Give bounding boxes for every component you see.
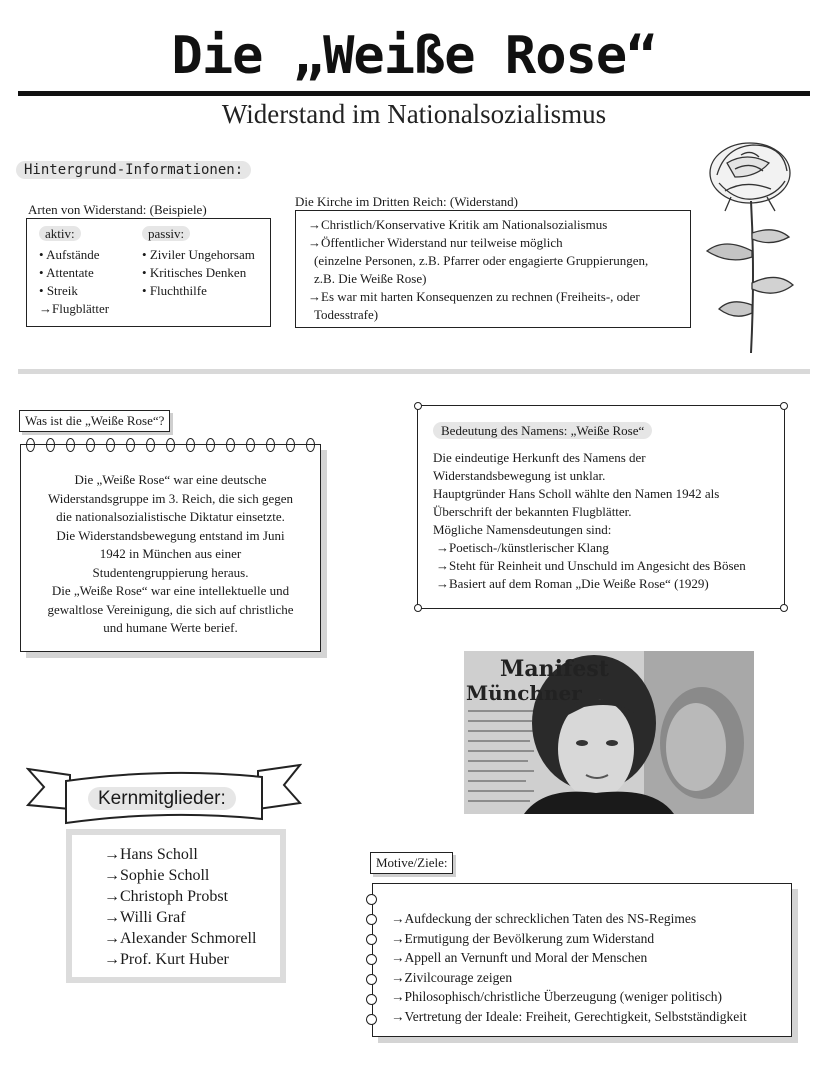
list-item: →Aufdeckung der schrecklichen Taten des NS-Regimes [391,911,697,926]
background-heading: Hintergrund-Informationen: [16,162,251,178]
bedeutung-box [417,405,785,609]
passiv-list [142,246,255,300]
list-item: →Basiert auf dem Roman „Die Weiße Rose“ (1929) [436,576,709,591]
title-divider [18,91,810,96]
kirche-caption: Die Kirche im Dritten Reich: (Widerstand) [295,194,518,209]
passiv-column [142,225,255,300]
list-item: • Streik [39,283,78,298]
list-item: →Steht für Reinheit und Unschuld im Angesicht des Bösen [436,558,746,573]
list-item: →Philosophisch/christliche Überzeugung (weniger politisch) [391,989,723,1004]
kern-label: Kernmitglieder: [88,788,236,810]
list-item: →Willi Graf [104,909,186,926]
bedeutung-tag: Bedeutung des Namens: „Weiße Rose“ [433,422,652,439]
aktiv-column [39,225,109,318]
arten-caption: Arten von Widerstand: (Beispiele) [28,202,207,217]
list-item: • Ziviler Ungehorsam [142,247,255,262]
kirche-line: →Öffentlicher Widerstand nur teilweise möglich [308,235,563,250]
page-subtitle: Widerstand im Nationalsozialismus [221,99,607,129]
aktiv-list [39,246,109,318]
notebook-rings [24,444,319,458]
photo-text-manifest: Manifest [500,656,609,682]
kirche-line: →Es war mit harten Konsequenzen zu rechnen (Freiheits-, oder [308,289,640,304]
bedeutung-line: Überschrift der bekannten Flugblätter. [433,504,632,519]
motive-box [372,883,792,1037]
kern-box [66,829,286,983]
bedeutung-line: Die eindeutige Herkunft des Namens der [433,450,646,465]
list-item: →Poetisch-/künstlerischer Klang [436,540,609,555]
photo-text-muenchner: Münchner [466,681,582,705]
list-item: →Christoph Probst [104,888,229,905]
list-item: • Kritisches Denken [142,265,247,280]
motive-list [373,884,791,1026]
passiv-label: passiv: [142,226,190,241]
page-title: Die „Weiße Rose“ [171,26,657,86]
list-item: • Attentate [39,265,94,280]
historical-photo [464,651,754,814]
list-item: →Appell an Vernunft und Moral der Menschen [391,950,648,965]
motive-tag: Motive/Ziele: [370,852,453,874]
kirche-line: Todesstrafe) [314,307,379,322]
rose-illustration [695,133,805,355]
arten-box [26,218,271,327]
list-item: →Sophie Scholl [104,867,210,884]
bedeutung-line: Widerstandsbewegung ist unklar. [433,468,606,483]
list-item: →Hans Scholl [104,846,198,863]
kern-list [72,835,280,970]
was-ist-text: Die „Weiße Rose“ war eine deutsche Widerstandsgruppe im 3. Reich, die sich gegen die nationalsozialistische Diktatur einsetzte. Die Widerstandsbewegung entstand im Juni 1942 in München aus einer Studentengruppierung heraus. Die „Weiße Rose“ war eine intellektuelle und gewaltlose Vereinigung, die sich auf christliche und humane Werte berief. [47,472,294,635]
list-item: →Alexander Schmorell [104,930,257,947]
list-item: →Flugblätter [39,301,110,316]
bedeutung-line: Hauptgründer Hans Scholl wählte den Namen 1942 als [433,486,720,501]
kirche-line: (einzelne Personen, z.B. Pfarrer oder engagierte Gruppierungen, [314,253,649,268]
section-divider [18,369,810,374]
list-item: →Ermutigung der Bevölkerung zum Widerstand [391,930,655,946]
list-item: • Fluchthilfe [142,283,207,298]
was-ist-box [20,444,321,652]
list-item: • Aufstände [39,247,100,262]
kirche-line: →Christlich/Konservative Kritik am Nationalsozialismus [308,217,608,232]
aktiv-label: aktiv: [39,226,81,241]
was-ist-tag: Was ist die „Weiße Rose“? [19,410,170,432]
kirche-box [295,210,691,328]
list-item: →Vertretung der Ideale: Freiheit, Gerechtigkeit, Selbstständigkeit [391,1008,747,1024]
list-item: →Zivilcourage zeigen [391,969,513,985]
list-item: →Prof. Kurt Huber [104,951,229,968]
kirche-line: z.B. Die Weiße Rose) [314,271,427,286]
bedeutung-line: Mögliche Namensdeutungen sind: [433,522,612,537]
